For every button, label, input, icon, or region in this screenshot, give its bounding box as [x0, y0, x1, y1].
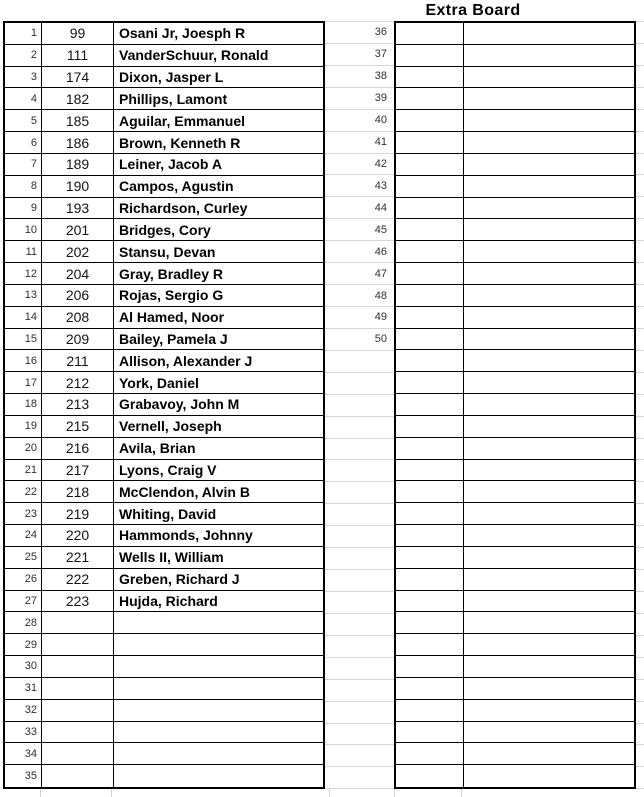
extra-board-number-cell[interactable]	[396, 372, 464, 394]
employee-number-cell[interactable]: 201	[42, 219, 114, 241]
row-number-cell[interactable]: 25	[5, 547, 42, 569]
employee-number-cell[interactable]	[42, 743, 114, 765]
row-number-cell[interactable]: 35	[5, 765, 42, 787]
gridline-cell	[636, 724, 644, 746]
employee-number-cell[interactable]: 223	[42, 591, 114, 613]
right-row-number-cell: 37	[325, 44, 394, 66]
right-row-number-cell	[325, 570, 394, 592]
row-number-cell[interactable]: 4	[5, 88, 42, 110]
employee-number-cell[interactable]: 185	[42, 110, 114, 132]
right-row-number-cell: 46	[325, 241, 394, 263]
extra-board-name-cell[interactable]	[464, 612, 634, 634]
right-row-number-cell	[325, 351, 394, 373]
extra-board-number-cell[interactable]	[396, 591, 464, 613]
employee-number-cell[interactable]: 215	[42, 416, 114, 438]
right-row-number-cell	[325, 614, 394, 636]
employee-number-cell[interactable]: 211	[42, 350, 114, 372]
row-number-cell[interactable]: 24	[5, 525, 42, 547]
right-row-number-cell: 38	[325, 66, 394, 88]
employee-number-cell[interactable]: 221	[42, 547, 114, 569]
gridline-cell	[636, 417, 644, 439]
gridline-cell	[636, 88, 644, 110]
extra-board-number-cell[interactable]	[396, 110, 464, 132]
row-number-cell[interactable]: 14	[5, 307, 42, 329]
gridline-cell	[636, 395, 644, 417]
gridline-cell	[636, 482, 644, 504]
row-number-cell[interactable]: 5	[5, 110, 42, 132]
employee-name-cell[interactable]: Leiner, Jacob A	[114, 154, 323, 176]
row-number-cell[interactable]: 30	[5, 656, 42, 678]
right-row-number-cell	[325, 702, 394, 724]
right-row-number-cell: 45	[325, 219, 394, 241]
row-number-cell[interactable]: 26	[5, 569, 42, 591]
employee-name-cell[interactable]: Al Hamed, Noor	[114, 307, 323, 329]
extra-board-name-cell[interactable]	[464, 678, 634, 700]
row-number-cell[interactable]: 21	[5, 460, 42, 482]
extra-board-number-cell[interactable]	[396, 23, 464, 45]
extra-board-number-cell[interactable]	[396, 219, 464, 241]
gridline-cell	[636, 307, 644, 329]
right-row-number-cell	[325, 482, 394, 504]
gridline-cell	[636, 66, 644, 88]
row-number-cell[interactable]: 6	[5, 132, 42, 154]
extra-board-name-cell[interactable]	[464, 329, 634, 351]
extra-board-name-cell[interactable]	[464, 154, 634, 176]
gridline-cell	[636, 526, 644, 548]
right-row-number-cell: 49	[325, 307, 394, 329]
extra-board-number-cell[interactable]	[396, 329, 464, 351]
extra-board-name-cell[interactable]	[464, 219, 634, 241]
gridline-cell	[636, 132, 644, 154]
extra-board-name-cell[interactable]	[464, 132, 634, 154]
right-row-number-cell	[325, 548, 394, 570]
right-margin-gridlines	[636, 21, 644, 789]
employee-number-cell[interactable]	[42, 722, 114, 744]
employee-name-cell[interactable]: Allison, Alexander J	[114, 350, 323, 372]
employee-name-cell[interactable]: Vernell, Joseph	[114, 416, 323, 438]
employee-name-cell[interactable]: Avila, Brian	[114, 438, 323, 460]
employee-number-cell[interactable]: 213	[42, 394, 114, 416]
row-number-cell[interactable]: 27	[5, 591, 42, 613]
employee-name-cell[interactable]	[114, 743, 323, 765]
extra-board-table	[394, 21, 636, 789]
row-number-cell[interactable]: 1	[5, 23, 42, 45]
gridline-cell	[636, 636, 644, 658]
employee-name-cell[interactable]	[114, 634, 323, 656]
page-title: Extra Board	[425, 1, 521, 19]
extra-board-number-cell[interactable]	[396, 263, 464, 285]
right-row-number-cell: 39	[325, 88, 394, 110]
gridline-stub	[394, 789, 395, 797]
employee-number-cell[interactable]: 208	[42, 307, 114, 329]
employee-name-cell[interactable]: Phillips, Lamont	[114, 88, 323, 110]
right-row-number-cell	[325, 439, 394, 461]
row-number-cell[interactable]: 10	[5, 219, 42, 241]
right-row-number-cell	[325, 680, 394, 702]
extra-board-name-cell[interactable]	[464, 547, 634, 569]
gridline-cell	[636, 658, 644, 680]
employee-number-cell[interactable]: 99	[42, 23, 114, 45]
right-row-number-cell: 36	[325, 22, 394, 44]
employee-number-cell[interactable]: 202	[42, 241, 114, 263]
row-number-cell[interactable]: 20	[5, 438, 42, 460]
gridline-cell	[636, 241, 644, 263]
extra-board-name-cell[interactable]	[464, 743, 634, 765]
gridline-stub	[111, 789, 112, 797]
row-number-cell[interactable]: 3	[5, 67, 42, 89]
extra-board-number-cell[interactable]	[396, 722, 464, 744]
employee-number-cell[interactable]: 193	[42, 198, 114, 220]
extra-board-name-cell[interactable]	[464, 569, 634, 591]
row-number-cell[interactable]: 13	[5, 285, 42, 307]
employee-name-cell[interactable]: Hammonds, Johnny	[114, 525, 323, 547]
extra-board-name-cell[interactable]	[464, 634, 634, 656]
gridline-cell	[636, 219, 644, 241]
extra-board-name-cell[interactable]	[464, 241, 634, 263]
gridline-cell	[636, 44, 644, 66]
row-number-cell[interactable]: 29	[5, 634, 42, 656]
row-number-cell[interactable]: 11	[5, 241, 42, 263]
employee-number-cell[interactable]	[42, 678, 114, 700]
row-number-cell[interactable]: 19	[5, 416, 42, 438]
employee-name-cell[interactable]: Rojas, Sergio G	[114, 285, 323, 307]
gridline-cell	[636, 329, 644, 351]
employee-number-cell[interactable]: 206	[42, 285, 114, 307]
employee-number-cell[interactable]: 218	[42, 481, 114, 503]
employee-number-cell[interactable]: 111	[42, 45, 114, 67]
employee-name-cell[interactable]: York, Daniel	[114, 372, 323, 394]
employee-number-cell[interactable]	[42, 634, 114, 656]
employee-name-cell[interactable]: Wells II, William	[114, 547, 323, 569]
extra-board-number-cell[interactable]	[396, 88, 464, 110]
gridline-cell	[636, 439, 644, 461]
extra-board-number-cell[interactable]	[396, 394, 464, 416]
extra-board-name-cell[interactable]	[464, 700, 634, 722]
right-row-number-cell	[325, 767, 394, 789]
right-row-number-cell: 47	[325, 263, 394, 285]
right-row-number-cell: 41	[325, 132, 394, 154]
gridline-cell	[636, 460, 644, 482]
employee-name-cell[interactable]	[114, 678, 323, 700]
gridline-cell	[636, 592, 644, 614]
employee-name-cell[interactable]	[114, 722, 323, 744]
gridline-cell	[636, 351, 644, 373]
extra-board-name-cell[interactable]	[464, 67, 634, 89]
extra-board-name-cell[interactable]	[464, 722, 634, 744]
right-row-number-cell: 50	[325, 329, 394, 351]
extra-board-number-cell[interactable]	[396, 656, 464, 678]
row-number-cell[interactable]: 8	[5, 176, 42, 198]
extra-board-name-cell[interactable]	[464, 45, 634, 67]
gridline-cell	[636, 110, 644, 132]
row-number-cell[interactable]: 34	[5, 743, 42, 765]
gridline-stub	[40, 789, 41, 797]
extra-board-number-cell[interactable]	[396, 612, 464, 634]
extra-board-number-cell[interactable]	[396, 154, 464, 176]
row-number-cell[interactable]: 9	[5, 198, 42, 220]
employee-number-cell[interactable]: 212	[42, 372, 114, 394]
employee-name-cell[interactable]: Lyons, Craig V	[114, 460, 323, 482]
row-number-cell[interactable]: 23	[5, 503, 42, 525]
right-row-number-cell	[325, 417, 394, 439]
row-number-cell[interactable]: 22	[5, 481, 42, 503]
employee-name-cell[interactable]	[114, 765, 323, 787]
right-row-number-cell: 40	[325, 110, 394, 132]
extra-board-number-cell[interactable]	[396, 132, 464, 154]
employee-name-cell[interactable]: Grabavoy, John M	[114, 394, 323, 416]
extra-board-number-cell[interactable]	[396, 198, 464, 220]
employee-name-cell[interactable]: Richardson, Curley	[114, 198, 323, 220]
employee-name-cell[interactable]: Brown, Kenneth R	[114, 132, 323, 154]
extra-board-name-cell[interactable]	[464, 416, 634, 438]
right-row-number-cell	[325, 373, 394, 395]
extra-board-number-cell[interactable]	[396, 634, 464, 656]
employee-name-cell[interactable]: VanderSchuur, Ronald	[114, 45, 323, 67]
extra-board-number-cell[interactable]	[396, 176, 464, 198]
extra-board-name-cell[interactable]	[464, 438, 634, 460]
employee-number-cell[interactable]: 209	[42, 329, 114, 351]
gridline-cell	[636, 263, 644, 285]
extra-board-number-cell[interactable]	[396, 45, 464, 67]
extra-board-number-cell[interactable]	[396, 569, 464, 591]
employee-name-cell[interactable]: Osani Jr, Joesph R	[114, 23, 323, 45]
employee-number-cell[interactable]	[42, 612, 114, 634]
gridline-cell	[636, 285, 644, 307]
extra-board-name-cell[interactable]	[464, 591, 634, 613]
extra-board-number-cell[interactable]	[396, 285, 464, 307]
extra-board-name-cell[interactable]	[464, 263, 634, 285]
extra-board-name-cell[interactable]	[464, 765, 634, 787]
gridline-cell	[636, 154, 644, 176]
right-row-number-cell	[325, 460, 394, 482]
extra-board-number-cell[interactable]	[396, 350, 464, 372]
right-row-number-cell	[325, 658, 394, 680]
gridline-cell	[636, 702, 644, 724]
employee-number-cell[interactable]	[42, 765, 114, 787]
row-number-cell[interactable]: 31	[5, 678, 42, 700]
right-row-number-cell: 42	[325, 154, 394, 176]
row-number-cell[interactable]: 7	[5, 154, 42, 176]
extra-board-number-cell[interactable]	[396, 743, 464, 765]
extra-board-name-cell[interactable]	[464, 88, 634, 110]
row-number-cell[interactable]: 16	[5, 350, 42, 372]
employee-name-cell[interactable]: Stansu, Devan	[114, 241, 323, 263]
employee-number-cell[interactable]: 189	[42, 154, 114, 176]
extra-board-name-cell[interactable]	[464, 394, 634, 416]
right-row-number-cell	[325, 526, 394, 548]
extra-board-name-cell[interactable]	[464, 285, 634, 307]
right-row-number-cell	[325, 636, 394, 658]
right-row-number-cell: 44	[325, 197, 394, 219]
employee-number-cell[interactable]: 182	[42, 88, 114, 110]
employee-name-cell[interactable]: Greben, Richard J	[114, 569, 323, 591]
employee-name-cell[interactable]: Bridges, Cory	[114, 219, 323, 241]
employee-number-cell[interactable]	[42, 656, 114, 678]
extra-board-number-cell[interactable]	[396, 700, 464, 722]
extra-board-name-cell[interactable]	[464, 23, 634, 45]
extra-board-number-cell[interactable]	[396, 765, 464, 787]
right-row-number-cell	[325, 504, 394, 526]
row-number-cell[interactable]: 32	[5, 700, 42, 722]
gridline-cell	[636, 504, 644, 526]
right-row-number-cell: 43	[325, 175, 394, 197]
row-number-cell[interactable]: 17	[5, 372, 42, 394]
extra-board-name-cell[interactable]	[464, 503, 634, 525]
employee-name-cell[interactable]	[114, 612, 323, 634]
gridline-cell	[636, 745, 644, 767]
extra-board-name-cell[interactable]	[464, 481, 634, 503]
employee-name-cell[interactable]: Dixon, Jasper L	[114, 67, 323, 89]
row-number-cell[interactable]: 18	[5, 394, 42, 416]
extra-board-number-cell[interactable]	[396, 416, 464, 438]
right-row-number-cell	[325, 395, 394, 417]
gridline-stub	[329, 789, 330, 797]
employee-name-cell[interactable]: Bailey, Pamela J	[114, 329, 323, 351]
gridline-cell	[636, 680, 644, 702]
gridline-cell	[636, 175, 644, 197]
employee-number-cell[interactable]: 174	[42, 67, 114, 89]
extra-board-number-cell[interactable]	[396, 678, 464, 700]
gridline-cell	[636, 548, 644, 570]
employee-number-cell[interactable]: 190	[42, 176, 114, 198]
employee-number-cell[interactable]: 220	[42, 525, 114, 547]
extra-board-name-cell[interactable]	[464, 525, 634, 547]
employee-name-cell[interactable]	[114, 656, 323, 678]
extra-board-name-cell[interactable]	[464, 198, 634, 220]
row-number-cell[interactable]: 12	[5, 263, 42, 285]
extra-board-name-cell[interactable]	[464, 656, 634, 678]
gridline-cell	[636, 570, 644, 592]
extra-board-number-cell[interactable]	[396, 438, 464, 460]
employee-number-cell[interactable]: 204	[42, 263, 114, 285]
employee-number-cell[interactable]: 186	[42, 132, 114, 154]
gridline-cell	[636, 614, 644, 636]
employee-number-cell[interactable]: 216	[42, 438, 114, 460]
gridline-cell	[636, 22, 644, 44]
row-number-cell[interactable]: 2	[5, 45, 42, 67]
extra-board-number-cell[interactable]	[396, 241, 464, 263]
extra-board-name-cell[interactable]	[464, 307, 634, 329]
extra-board-number-cell[interactable]	[396, 481, 464, 503]
row-number-cell[interactable]: 33	[5, 722, 42, 744]
roster-table	[3, 21, 325, 789]
employee-number-cell[interactable]	[42, 700, 114, 722]
extra-board-number-cell[interactable]	[396, 525, 464, 547]
gridline-cell	[636, 767, 644, 789]
extra-board-number-cell[interactable]	[396, 503, 464, 525]
right-row-numbers-column	[325, 21, 394, 789]
right-row-number-cell: 48	[325, 285, 394, 307]
right-row-number-cell	[325, 745, 394, 767]
employee-name-cell[interactable]	[114, 700, 323, 722]
extra-board-number-cell[interactable]	[396, 307, 464, 329]
gridline-cell	[636, 197, 644, 219]
extra-board-number-cell[interactable]	[396, 460, 464, 482]
employee-name-cell[interactable]: McClendon, Alvin B	[114, 481, 323, 503]
employee-number-cell[interactable]: 217	[42, 460, 114, 482]
extra-board-name-cell[interactable]	[464, 110, 634, 132]
employee-name-cell[interactable]: Aguilar, Emmanuel	[114, 110, 323, 132]
extra-board-number-cell[interactable]	[396, 547, 464, 569]
employee-name-cell[interactable]: Gray, Bradley R	[114, 263, 323, 285]
employee-name-cell[interactable]: Campos, Agustin	[114, 176, 323, 198]
extra-board-name-cell[interactable]	[464, 372, 634, 394]
employee-name-cell[interactable]: Whiting, David	[114, 503, 323, 525]
employee-name-cell[interactable]: Hujda, Richard	[114, 591, 323, 613]
extra-board-name-cell[interactable]	[464, 176, 634, 198]
employee-number-cell[interactable]: 219	[42, 503, 114, 525]
gridline-cell	[636, 373, 644, 395]
extra-board-name-cell[interactable]	[464, 350, 634, 372]
extra-board-name-cell[interactable]	[464, 460, 634, 482]
row-number-cell[interactable]: 28	[5, 612, 42, 634]
gridline-stub	[461, 789, 462, 797]
employee-number-cell[interactable]: 222	[42, 569, 114, 591]
right-row-number-cell	[325, 592, 394, 614]
row-number-cell[interactable]: 15	[5, 329, 42, 351]
extra-board-number-cell[interactable]	[396, 67, 464, 89]
right-row-number-cell	[325, 724, 394, 746]
